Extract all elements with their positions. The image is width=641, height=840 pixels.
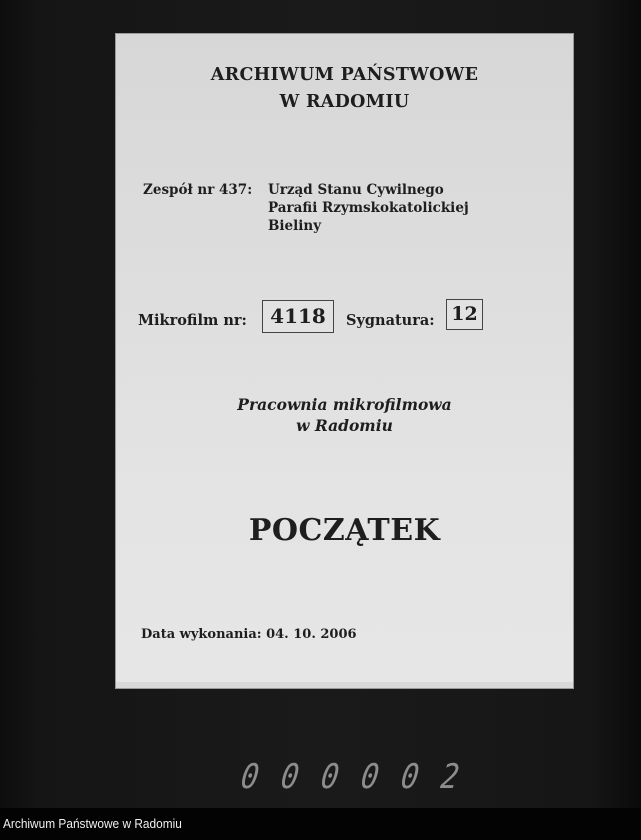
mikrofilm-label: Mikrofilm nr:	[138, 312, 247, 329]
execution-date: Data wykonania: 04. 10. 2006	[141, 627, 357, 642]
pracownia-block	[116, 394, 573, 436]
archive-title-line2: W RADOMIU	[279, 92, 410, 112]
frame-counter	[236, 757, 464, 797]
zespol-name	[268, 181, 469, 235]
target-card	[115, 33, 574, 689]
counter-digit: 0	[238, 757, 262, 797]
counter-digit: 0	[358, 757, 382, 797]
pracownia-line1: Pracownia mikrofilmowa	[237, 395, 452, 414]
card-bottom-band	[116, 682, 573, 688]
zespol-line: Urząd Stanu Cywilnego	[268, 182, 444, 198]
sygnatura-number-box: 12	[446, 299, 483, 330]
counter-digit: 0	[398, 757, 422, 797]
sygnatura-label: Sygnatura:	[346, 312, 435, 329]
footer-bar	[0, 808, 641, 840]
counter-digit: 2	[438, 757, 462, 797]
zespol-label: Zespół nr 437:	[143, 182, 253, 198]
zespol-line: Parafii Rzymskokatolickiej	[268, 200, 469, 216]
start-heading: POCZĄTEK	[248, 513, 441, 548]
archive-title-line1: ARCHIWUM PAŃSTWOWE	[210, 65, 479, 85]
counter-digit: 0	[278, 757, 302, 797]
footer-credit: Archiwum Państwowe w Radomiu	[3, 817, 182, 831]
counter-digit: 0	[318, 757, 342, 797]
mikrofilm-number-box: 4118	[262, 300, 334, 333]
archive-title	[116, 62, 573, 116]
pracownia-line2: w Radomiu	[296, 416, 393, 435]
zespol-line: Bieliny	[268, 218, 322, 234]
